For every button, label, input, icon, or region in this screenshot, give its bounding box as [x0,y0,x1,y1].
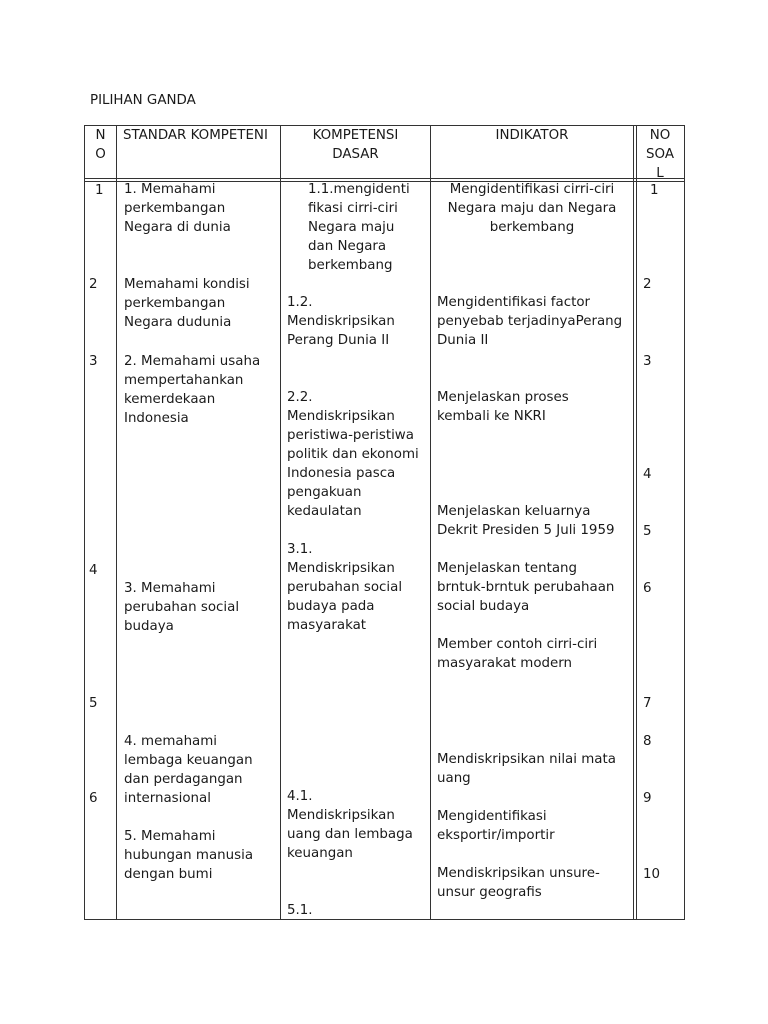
standar-kompetensi-line: hubungan manusia [124,848,254,863]
indikator-line: eksportir/importir [437,828,555,843]
nomor-soal [643,732,652,751]
standar-kompetensi-line: budaya [124,619,174,634]
kompetensi-dasar-line: fikasi cirri-ciri [308,201,398,216]
kompetensi-dasar-line: Mendiskripsikan [287,409,395,424]
kompetensi-dasar-line: Indonesia pasca [287,466,396,481]
row-number [89,789,109,808]
kompetensi-dasar-line: pengakuan [287,485,362,500]
header-standar-kompetensi-line: STANDAR KOMPETENI [123,128,268,143]
standar-kompetensi-line: perubahan social [124,600,240,615]
kompetensi-dasar-line: 4.1. [287,789,313,804]
indikator-line: berkembang [489,220,575,235]
indikator-line: Menjelaskan tentang [437,561,578,576]
nomor-soal [650,181,659,200]
row-number [89,275,109,294]
nomor-soal-line: 2 [643,277,652,292]
kompetensi-dasar-line: politik dan ekonomi [287,447,419,462]
kompetensi-dasar-line: budaya pada [287,599,375,614]
standar-kompetensi-line: perkembangan [124,296,226,311]
indikator [437,864,600,902]
kompetensi-dasar-line: 5.1. [287,903,313,918]
kompetensi-dasar-line: 1.1.mengidenti [308,182,410,197]
nomor-soal-line: 7 [643,696,652,711]
standar-kompetensi-line: mempertahankan [124,373,244,388]
nomor-soal-line: 6 [643,581,652,596]
kompetensi-dasar [287,540,402,635]
kompetensi-dasar-line: Mendiskripsikan [287,808,395,823]
indikator-line: penyebab terjadinyaPerang [437,314,623,329]
indikator-line: Mendiskripsikan nilai mata [437,752,616,767]
kompetensi-dasar [287,787,413,863]
column-divider [430,126,431,919]
indikator-line: unsur geografis [437,885,542,900]
nomor-soal-line: 10 [643,867,661,882]
nomor-soal [643,275,652,294]
nomor-soal [643,352,652,371]
header-no-soal-line: L [656,166,664,181]
kompetensi-dasar-line: kedaulatan [287,504,362,519]
row-number [95,181,115,200]
row-number-line: 6 [89,791,98,806]
kompetensi-dasar-line: berkembang [308,258,393,273]
standar-kompetensi-line: 5. Memahami [124,829,216,844]
row-number-line: 5 [89,696,98,711]
kompetensi-dasar-line: Perang Dunia II [287,333,390,348]
header-no-line: O [95,147,106,162]
indikator-line: masyarakat modern [437,656,573,671]
nomor-soal-line: 5 [643,524,652,539]
header-no-soal-line: SOA [646,147,674,162]
kompetensi-dasar-line: peristiwa-peristiwa [287,428,414,443]
indikator-line: Dekrit Presiden 5 Juli 1959 [437,523,615,538]
standar-kompetensi-line: Indonesia [124,411,189,426]
header-indikator-line: INDIKATOR [495,128,569,143]
standar-kompetensi [124,579,239,636]
indikator [437,388,569,426]
row-number-line: 1 [95,183,104,198]
header-no [85,126,116,164]
indikator-line: Mengidentifikasi factor [437,295,591,310]
kompetensi-dasar [287,901,313,920]
nomor-soal-line: 8 [643,734,652,749]
nomor-soal [643,865,660,884]
kompetensi-dasar-line: masyarakat [287,618,367,633]
nomor-soal [643,579,652,598]
row-number [89,352,109,371]
standar-kompetensi-line: 3. Memahami [124,581,216,596]
indikator [437,502,615,540]
row-number-line: 4 [89,563,98,578]
indikator-line: Member contoh cirri-ciri [437,637,598,652]
nomor-soal-line: 3 [643,354,652,369]
indikator [431,180,633,237]
standar-kompetensi-line: 2. Memahami usaha [124,354,261,369]
indikator-line: Mengidentifikasi [437,809,547,824]
page-title: PILIHAN GANDA [90,93,196,108]
kompetensi-dasar-line: dan Negara [308,239,387,254]
indikator [437,750,616,788]
standar-kompetensi-line: 1. Memahami [124,182,216,197]
indikator-line: Menjelaskan proses [437,390,569,405]
nomor-soal-line: 1 [650,183,659,198]
nomor-soal-line: 9 [643,791,652,806]
header-no-line: N [95,128,106,143]
indikator-line: Dunia II [437,333,489,348]
header-no-soal-line: NO [649,128,671,143]
header-standar-kompetensi [123,126,268,145]
nomor-soal [643,694,652,713]
standar-kompetensi-line: Negara di dunia [124,220,231,235]
kompetensi-dasar-line: Mendiskripsikan [287,314,395,329]
indikator-line: Negara maju dan Negara [447,201,617,216]
kompetensi-dasar-line: uang dan lembaga [287,827,413,842]
standar-kompetensi-line: dan perdagangan [124,772,243,787]
kompetensi-dasar-line: 3.1. [287,542,313,557]
column-divider [116,126,117,919]
kompetensi-dasar [308,180,410,275]
standar-kompetensi-line: kemerdekaan [124,392,216,407]
kompetensi-dasar-line: keuangan [287,846,353,861]
header-kompetensi-dasar-line: KOMPETENSI [312,128,399,143]
indikator-line: Menjelaskan keluarnya [437,504,591,519]
standar-kompetensi [124,352,260,428]
header-no-soal [635,126,685,183]
competency-table [84,125,685,920]
indikator-line: uang [437,771,471,786]
row-number-line: 2 [89,277,98,292]
nomor-soal [643,465,652,484]
standar-kompetensi-line: dengan bumi [124,867,213,882]
column-divider [633,126,637,919]
indikator [437,807,555,845]
indikator [437,635,597,673]
indikator-line: Mendiskripsikan unsure- [437,866,600,881]
nomor-soal [643,522,652,541]
header-indikator [431,126,633,145]
indikator-line: kembali ke NKRI [437,409,546,424]
kompetensi-dasar [287,388,419,521]
standar-kompetensi [124,275,250,332]
kompetensi-dasar-line: 2.2. [287,390,313,405]
standar-kompetensi-line: 4. memahami [124,734,218,749]
standar-kompetensi [124,180,231,237]
kompetensi-dasar [287,293,395,350]
row-number-line: 3 [89,354,98,369]
standar-kompetensi-line: Memahami kondisi [124,277,250,292]
standar-kompetensi-line: lembaga keuangan [124,753,253,768]
indikator-line: Mengidentifikasi cirri-ciri [449,182,615,197]
standar-kompetensi-line: perkembangan [124,201,226,216]
header-kompetensi-dasar [281,126,430,164]
kompetensi-dasar-line: perubahan social [287,580,403,595]
standar-kompetensi [124,732,253,808]
indikator-line: brntuk-brntuk perubahaan [437,580,615,595]
header-kompetensi-dasar-line: DASAR [332,147,379,162]
kompetensi-dasar-line: Mendiskripsikan [287,561,395,576]
nomor-soal-line: 4 [643,467,652,482]
standar-kompetensi-line: internasional [124,791,211,806]
nomor-soal [643,789,652,808]
row-number [89,561,109,580]
standar-kompetensi-line: Negara dudunia [124,315,232,330]
indikator [437,293,622,350]
indikator [437,559,614,616]
row-number [89,694,109,713]
indikator-line: social budaya [437,599,530,614]
kompetensi-dasar-line: Negara maju [308,220,395,235]
column-divider [280,126,281,919]
kompetensi-dasar-line: 1.2. [287,295,313,310]
standar-kompetensi [124,827,253,884]
